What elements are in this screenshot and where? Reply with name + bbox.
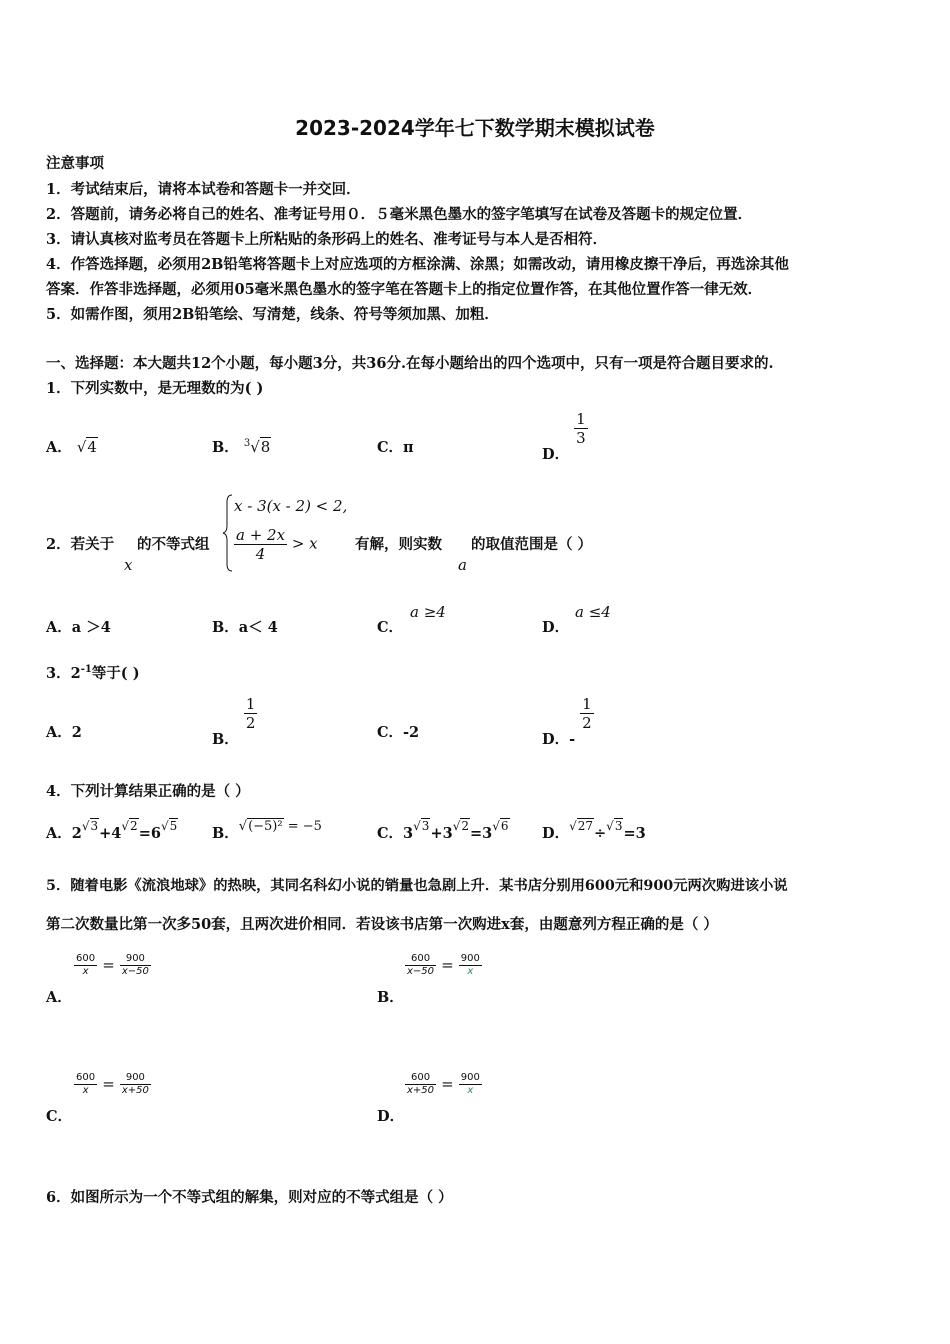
q5-c-equation: $\frac{600}{x}$ = $\frac{900}{x+50}$ — [76, 1072, 149, 1096]
left-brace-icon — [222, 494, 234, 572]
q1-b-index: 3 — [243, 438, 251, 450]
q2-d-expr: a ≤4 — [575, 603, 611, 621]
sqrt-icon: √ — [492, 819, 500, 833]
q5-b-equation: $\frac{600}{x-50}$ = $\frac{900}{x}$ — [407, 953, 480, 977]
q2-inequality-1: x - 3(x - 2) < 2, — [234, 497, 348, 515]
note-1: 1．考试结束后，请将本试卷和答题卡一并交回． — [46, 181, 361, 198]
q3-option-b-label: B． — [212, 730, 239, 748]
q4-option-a[interactable]: A．$2^{√3}+4^{√2}=6^{√5}$ — [46, 819, 178, 842]
q2-stem-c: 有解，则实数 — [355, 536, 442, 553]
q1-option-b[interactable] — [212, 436, 271, 457]
q3-option-d-label: D．- — [542, 730, 576, 748]
sqrt-icon: √ — [76, 438, 87, 456]
q5-stem-line1: 5．随着电影《流浪地球》的热映，其同名科幻小说的销量也急剧上升．某书店分别用600元和900元两次购进该小说 — [46, 878, 788, 894]
note-3: 3．请认真核对监考员在答题卡上所粘贴的条形码上的姓名、准考证号与本人是否相符． — [46, 231, 608, 248]
note-4: 4．作答选择题，必须用2B铅笔将答题卡上对应选项的方框涂满、涂黑；如需改动，请用橡皮擦干净后，再选涂其他 — [46, 256, 789, 273]
q2-option-d[interactable]: D． — [542, 619, 570, 636]
q1-option-a-label: A． — [46, 439, 72, 456]
note-5: 5．如需作图，须用2B铅笔绘、写清楚，线条、符号等须加黑、加粗． — [46, 306, 499, 323]
sqrt-icon: √ — [238, 819, 248, 834]
sqrt-icon: √ — [452, 819, 461, 833]
q1-option-c[interactable]: C．π — [377, 439, 414, 456]
q2-var-a: a — [458, 556, 467, 574]
q4-option-c[interactable]: C．$3^{√3}+3^{√2}=3^{√6}$ — [377, 819, 509, 842]
q1-option-b-label: B． — [212, 439, 239, 456]
q3-stem: 3．$2^{-1}$等于( ) — [46, 664, 140, 682]
sqrt-icon: √ — [569, 819, 577, 833]
q2-c-expr: a ≥4 — [410, 603, 446, 621]
q1-option-d[interactable] — [542, 410, 588, 463]
q5-option-d[interactable]: D． — [377, 1108, 405, 1125]
q3-option-a[interactable]: A．2 — [46, 724, 82, 741]
q4-option-b[interactable]: B．√(−5)² = −5 — [212, 819, 322, 842]
q5-option-c[interactable]: C． — [46, 1108, 73, 1125]
q5-d-equation: $\frac{600}{x+50}$ = $\frac{900}{x}$ — [407, 1072, 480, 1096]
notes-header: 注意事项 — [46, 155, 104, 172]
q3-d-fraction: $\frac{1}{2}$ — [582, 695, 592, 732]
q2-stem-b: 的不等式组 — [137, 536, 210, 553]
q6-stem: 6．如图所示为一个不等式组的解集，则对应的不等式组是（ ） — [46, 1189, 453, 1206]
q2-stem-a: 2．若关于 — [46, 536, 115, 553]
q5-stem-line2: 第二次数量比第一次多50套，且两次进价相同．若设该书店第一次购进x套，由题意列方程正确的是（ ） — [46, 916, 718, 933]
q2-option-b[interactable]: B．a＜ 4 — [212, 619, 278, 636]
q2-option-a[interactable]: A．a ＞4 — [46, 619, 111, 636]
sqrt-icon: √ — [160, 819, 169, 833]
q1-option-a[interactable] — [46, 436, 98, 457]
sqrt-icon: √ — [606, 819, 614, 833]
q2-option-c[interactable]: C． — [377, 619, 404, 636]
sqrt-icon: √ — [121, 819, 130, 833]
q2-inequality-2: $\frac{a + 2x}{4}$ > x — [236, 526, 318, 563]
section-1-heading: 一、选择题：本大题共12个小题，每小题3分，共36分.在每小题给出的四个选项中，只有一项是符合题目要求的. — [46, 355, 774, 372]
sqrt-icon: √ — [413, 819, 421, 833]
q2-stem-d: 的取值范围是（ ） — [471, 536, 593, 553]
q5-a-equation: $\frac{600}{x}$ = $\frac{900}{x-50}$ — [76, 953, 149, 977]
q5-option-a[interactable]: A． — [46, 989, 72, 1006]
q1-d-fraction: $\frac{1}{3}$ — [576, 410, 586, 447]
q1-stem: 1．下列实数中，是无理数的为( ) — [46, 380, 264, 397]
q1-b-radicand: 8 — [260, 438, 271, 456]
q1-option-d-label: D． — [542, 445, 570, 463]
q2-ineq2-fraction: $\frac{a + 2x}{4}$ — [236, 526, 286, 563]
q3-option-c[interactable]: C．-2 — [377, 724, 420, 741]
q3-option-d[interactable] — [542, 695, 594, 748]
q3-b-fraction: $\frac{1}{2}$ — [245, 695, 256, 732]
q4-option-d[interactable]: D．$^{√27}$÷$^{√3}$=3 — [542, 819, 646, 842]
q4-stem: 4．下列计算结果正确的是（ ） — [46, 783, 250, 800]
note-2: 2．答题前，请务必将自己的姓名、准考证号用０．５毫米黑色墨水的签字笔填写在试卷及答题卡的规定位置． — [46, 206, 753, 223]
sqrt-icon: √ — [250, 438, 260, 456]
note-4-cont: 答案．作答非选择题，必须用05毫米黑色墨水的签字笔在答题卡上的指定位置作答，在其他位置作答一律无效． — [46, 281, 763, 298]
q1-a-radicand: 4 — [87, 438, 97, 456]
q5-option-b[interactable]: B． — [377, 989, 404, 1006]
q3-option-b[interactable] — [212, 695, 257, 748]
page-title: 2023-2024学年七下数学期末模拟试卷 — [295, 116, 655, 140]
q2-var-x: x — [124, 556, 133, 574]
sqrt-icon: √ — [81, 819, 90, 833]
